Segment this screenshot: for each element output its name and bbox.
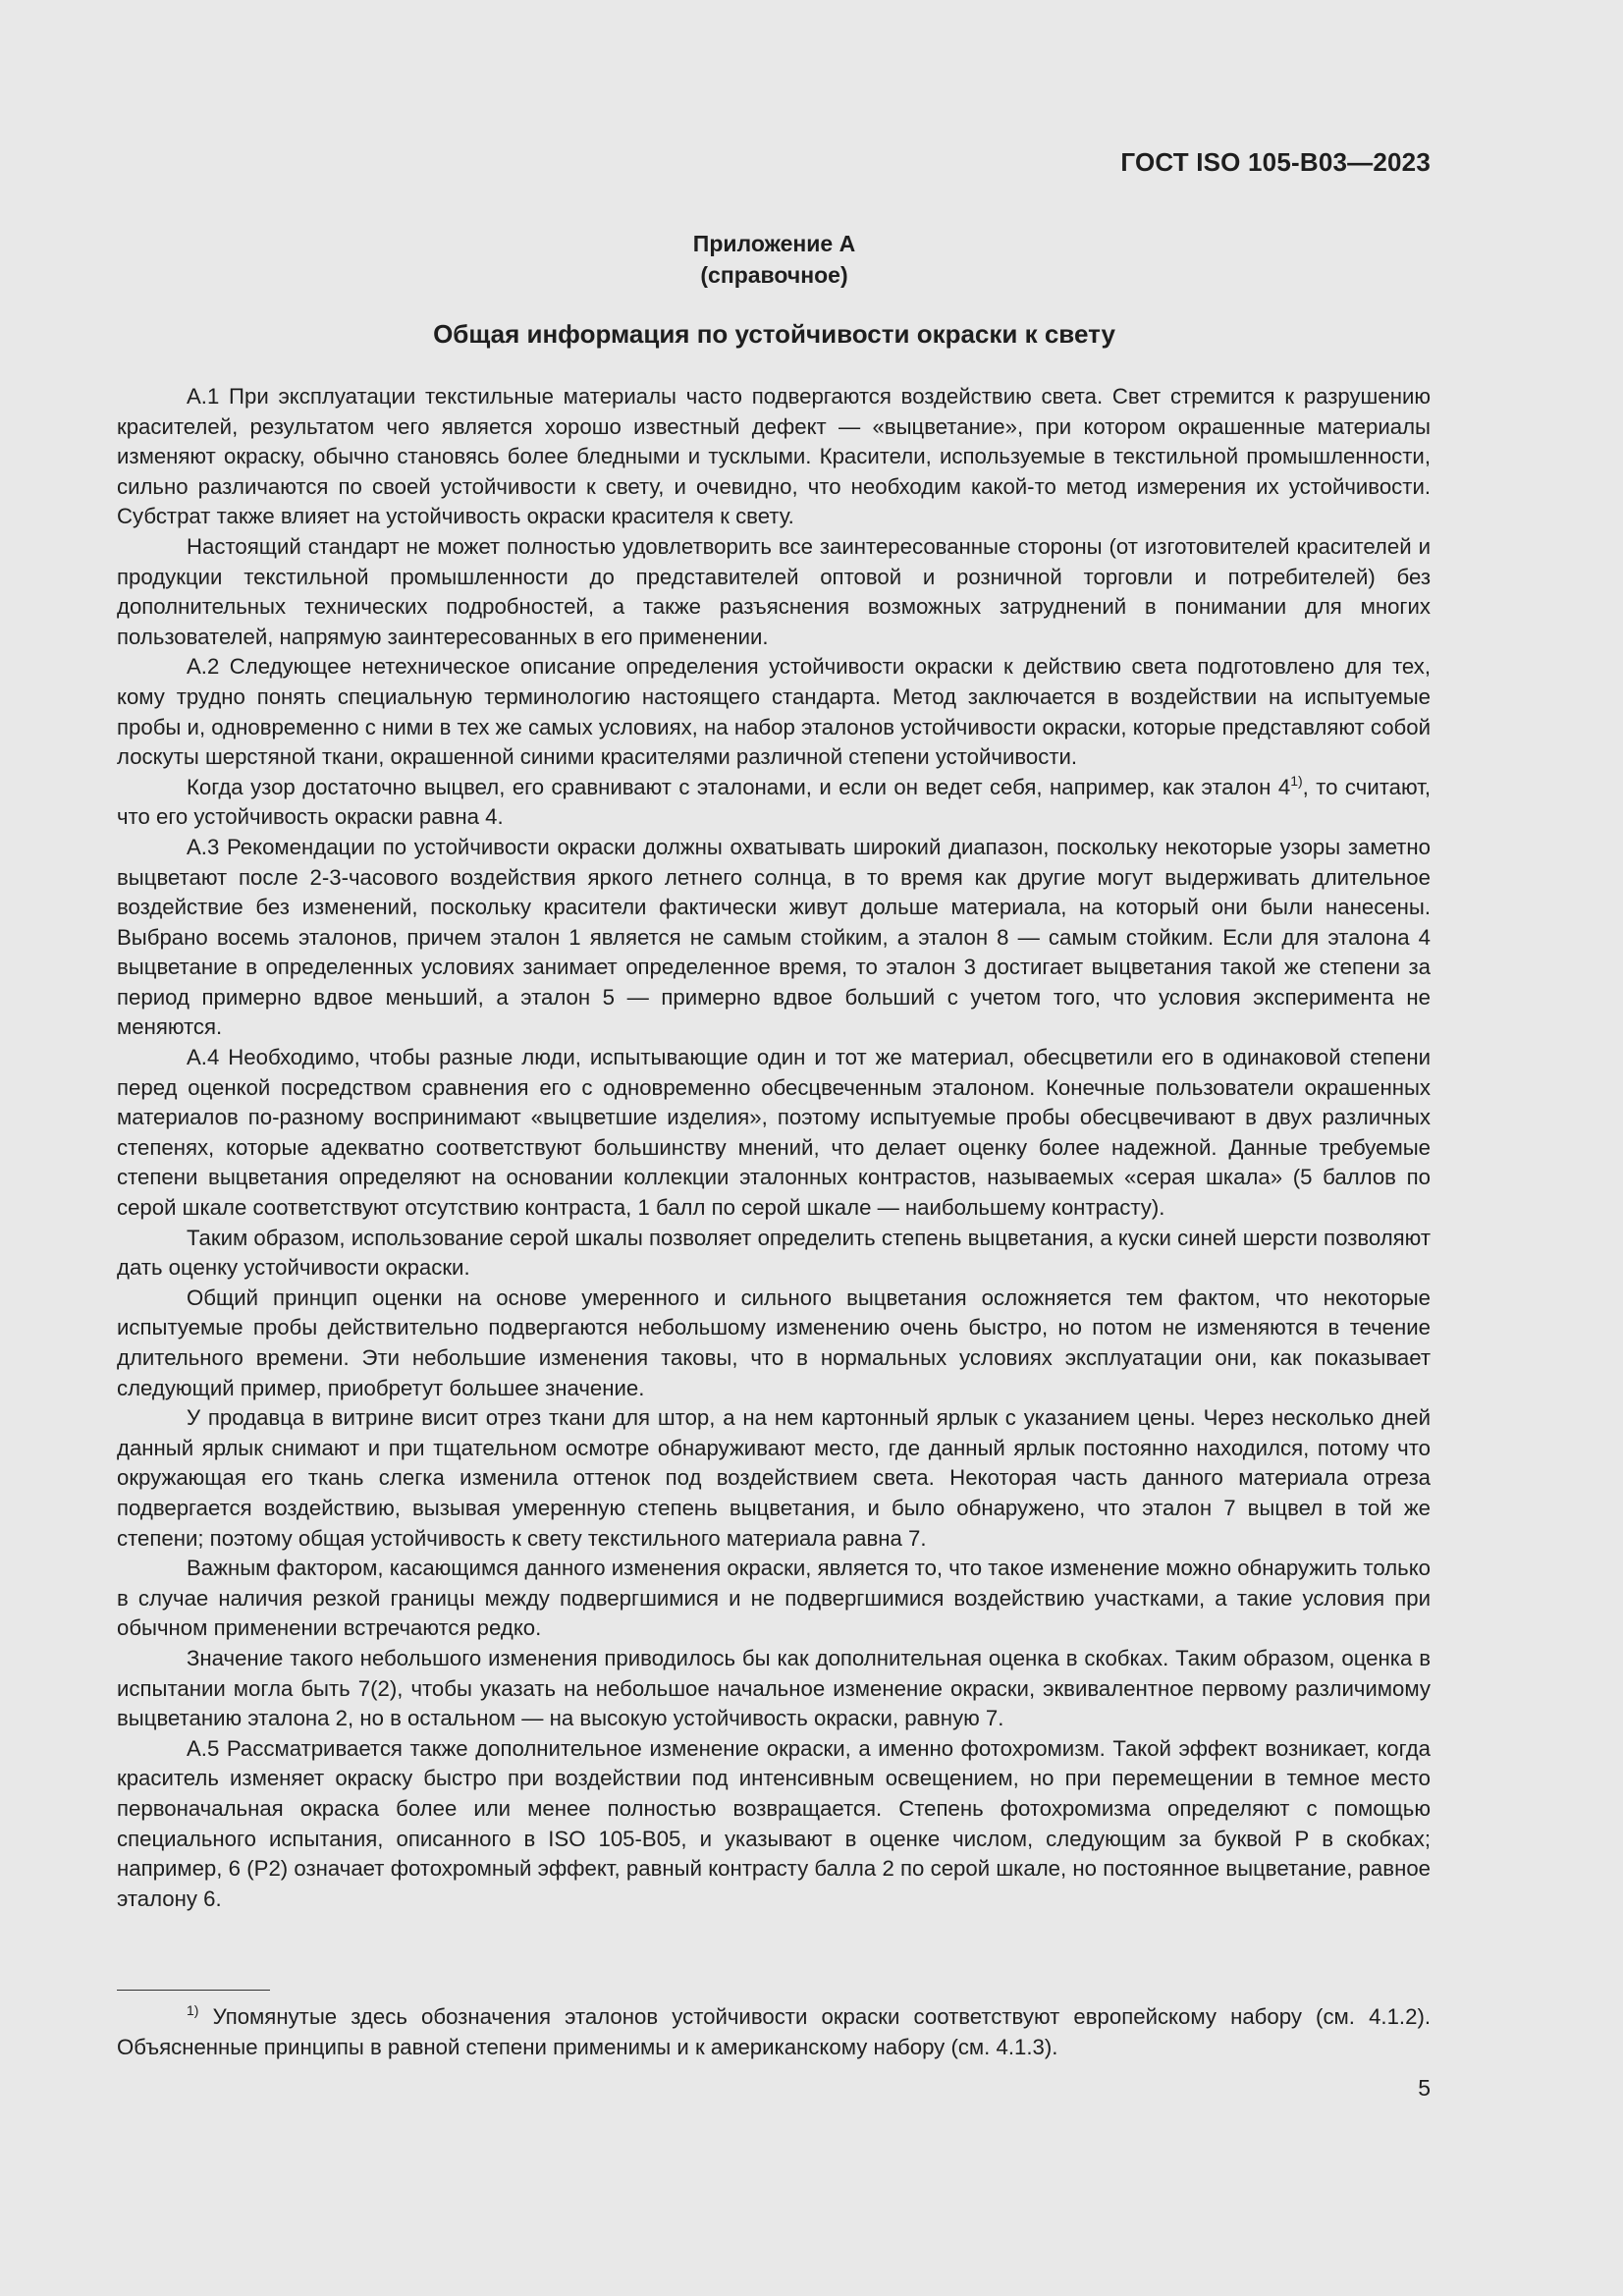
footnote-reference[interactable]: 1) <box>1290 772 1303 789</box>
annex-heading <box>118 228 1431 291</box>
annex-title: Приложение А <box>692 231 856 256</box>
paragraph-bracket-rating: Значение такого небольшого изменения приводилось бы как дополнительная оценка в скобках. Таким образом, оценка в испытании могла быть 7(2), чтобы указать на небольшое начальное изменение окраски, эквивалентное первому различимому выцветанию эталона 2, но в остальном — на высокую устойчивость окраски, равную 7. <box>117 1645 1431 1731</box>
paragraph-a1: А.1 При эксплуатации текстильные материалы часто подвергаются воздействию света. Свет стремится к разрушению красителей, результатом чего является хорошо известный дефект — «выцветание», при котором окрашенные материалы изменяют окраску, обычно становясь более бледными и тусклыми. Красители, используемые в текстильной промышленности, сильно различаются по своей устойчивости к свету, и очевидно, что необходим какой-то метод измерения их устойчивости. Субстрат также влияет на устойчивость окраски красителя к свету. <box>117 384 1431 529</box>
footnote-text: Упомянутые здесь обозначения эталонов устойчивости окраски соответствуют европейскому набору (см. 4.1.2). Объясненные принципы в равной степени применимы и к американскому набору (см. 4.1.3). <box>117 2004 1431 2059</box>
paragraph-standard-scope: Настоящий стандарт не может полностью удовлетворить все заинтересованные стороны (от изготовителей красителей и продукции текстильной промышленности до представителей оптовой и розничной торговли и потребителей) без дополнительных технических подробностей, а также разъяснения возможных затруднений в понимании для многих пользователей, напрямую заинтересованных в его применении. <box>117 533 1431 649</box>
paragraph-assessment-principle: Общий принцип оценки на основе умеренного и сильного выцветания осложняется тем фактом, что некоторые испытуемые пробы действительно подвергаются небольшому изменению очень быстро, но потом не изменяются в течение длительного времени. Эти небольшие изменения таковы, что в нормальных условиях эксплуатации они, как показывает следующий пример, приобретут большее значение. <box>117 1285 1431 1400</box>
body-text <box>117 382 1431 1914</box>
paragraph-a2: А.2 Следующее нетехническое описание определения устойчивости окраски к действию света подготовлено для тех, кому трудно понять специальную терминологию настоящего стандарта. Метод заключается в воздействии на испытуемые пробы и, одновременно с ними в тех же самых условиях, на набор эталонов устойчивости окраски, которые представляют собой лоскуты шерстяной ткани, окрашенной синими красителями различной степени устойчивости. <box>117 654 1431 770</box>
paragraph-a4: А.4 Необходимо, чтобы разные люди, испытывающие один и тот же материал, обесцветили его в одинаковой степени перед оценкой посредством сравнения его с одновременно обесцвеченным эталоном. Конечные пользователи окрашенных материалов по-разному воспринимают «выцветшие изделия», поэтому испытуемые пробы обесцвечивают в двух различных степенях, которые адекватно соответствуют большинству мнений, что делает оценку более надежной. Данные требуемые степени выцветания определяют на основании коллекции эталонных контрастов, называемых «серая шкала» (5 баллов по серой шкале соответствуют отсутствию контраста, 1 балл по серой шкале — наибольшему контрасту). <box>117 1045 1431 1221</box>
paragraph-text: , то считают, что его устойчивость окраски равна 4. <box>117 774 1431 830</box>
paragraph-with-footnote <box>117 773 1431 833</box>
paragraph-a5: А.5 Рассматривается также дополнительное изменение окраски, а именно фотохромизм. Такой эффект возникает, когда краситель изменяет окраску быстро при воздействии под интенсивным освещением, но при перемещении в темное место первоначальная окраска более или менее полностью возвращается. Степень фотохромизма определяют с помощью специального испытания, описанного в ISO 105-B05, и указывают в оценке числом, следующим за буквой Р в скобках; например, 6 (Р2) означает фотохромный эффект, равный контрасту балла 2 по серой шкале, но постоянное выцветание, равное эталону 6. <box>117 1735 1431 1911</box>
paragraph-text: Когда узор достаточно выцвел, его сравнивают с эталонами, и если он ведет себя, например, как эталон 4 <box>187 774 1291 799</box>
paragraph-shop-example: У продавца в витрине висит отрез ткани для штор, а на нем картонный ярлык с указанием цены. Через несколько дней данный ярлык снимают и при тщательном осмотре обнаруживают место, где данный ярлык постоянно находился, потому что окружающая его ткань слегка изменила оттенок под воздействием света. Некоторая часть данного материала отреза подвергается воздействию, вызывая умеренную степень выцветания, и было обнаружено, что эталон 7 выцвел в той же степени; поэтому общая устойчивость к свету текстильного материала равна 7. <box>117 1405 1431 1551</box>
annex-type: (справочное) <box>700 262 848 288</box>
paragraph-a3: А.3 Рекомендации по устойчивости окраски должны охватывать широкий диапазон, поскольку некоторые узоры заметно выцветают после 2-3-часового воздействия яркого летнего солнца, в то время как другие могут выдерживать длительное воздействие без изменений, поскольку красители фактически живут дольше материала, на который они были нанесены. Выбрано восемь эталонов, причем эталон 1 является не самым стойким, а эталон 8 — самым стойким. Если для эталона 4 выцветание в определенных условиях занимает определенное время, то эталон 3 достигает выцветания такой же степени за период примерно вдвое меньший, а эталон 5 — примерно вдвое больший с учетом того, что условия эксперимента не меняются. <box>117 834 1431 1040</box>
footnote-marker: 1) <box>187 2002 199 2018</box>
paragraph-grey-scale: Таким образом, использование серой шкалы позволяет определить степень выцветания, а куски синей шерсти позволяют дать оценку устойчивости окраски. <box>117 1225 1431 1281</box>
paragraph-sharp-boundary: Важным фактором, касающимся данного изменения окраски, является то, что такое изменение можно обнаружить только в случае наличия резкой границы между подвергшимися и не подвергшимися воздействию участками, а такие условия при обычном применении встречаются редко. <box>117 1556 1431 1641</box>
section-title: Общая информация по устойчивости окраски к свету <box>433 319 1115 349</box>
footnote-divider <box>117 1990 270 1991</box>
footnote <box>117 2002 1431 2062</box>
page-number: 5 <box>1418 2075 1431 2101</box>
document-number: ГОСТ ISO 105-B03—2023 <box>1120 147 1431 177</box>
